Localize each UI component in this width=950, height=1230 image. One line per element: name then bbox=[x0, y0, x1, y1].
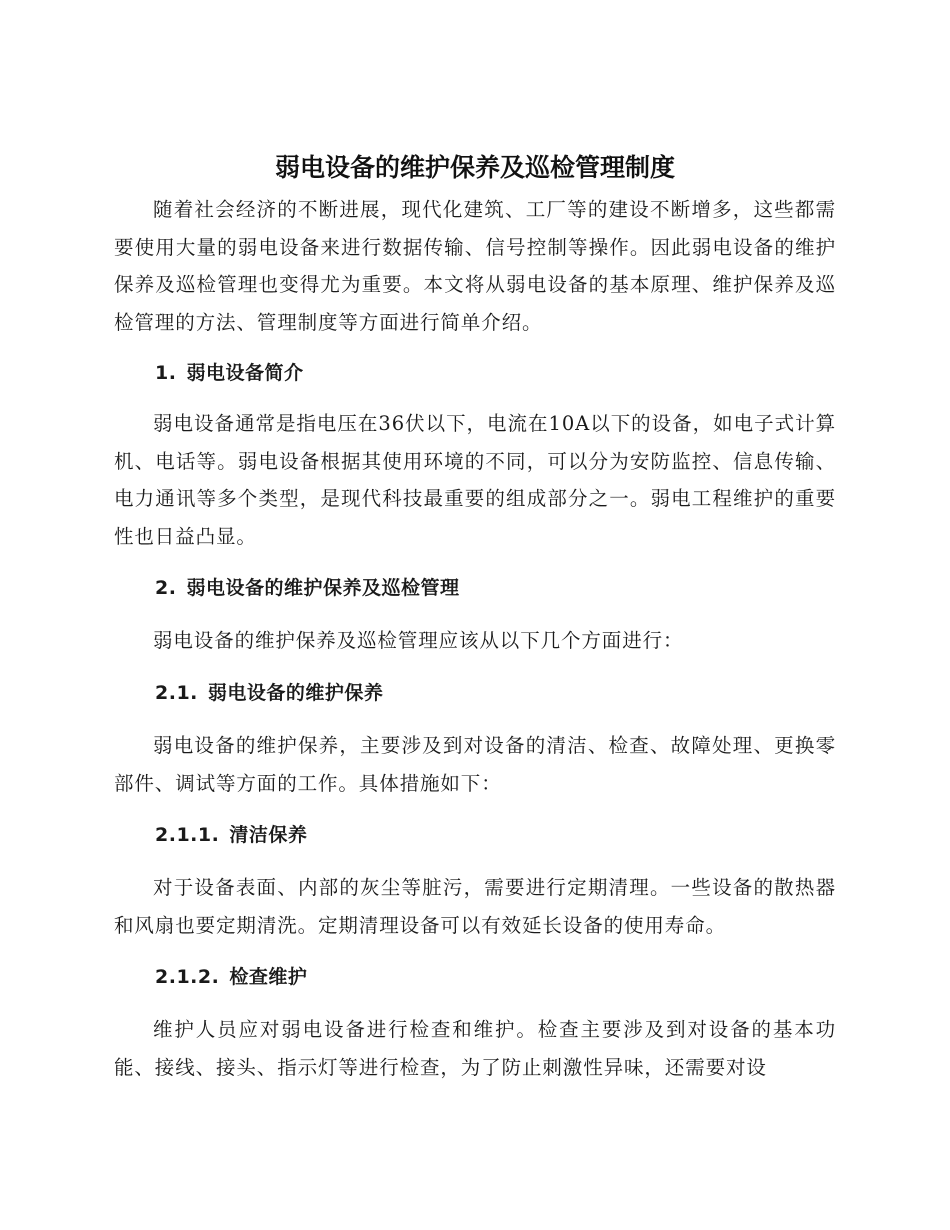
section-title: 清洁保养 bbox=[229, 824, 308, 846]
section-body-2-1-1: 对于设备表面、内部的灰尘等脏污，需要进行定期清理。一些设备的散热器和风扇也要定期清洗。定期清理设备可以有效延长设备的使用寿命。 bbox=[114, 876, 836, 937]
document-title: 弱电设备的维护保养及巡检管理制度 bbox=[274, 153, 675, 182]
section-title: 弱电设备简介 bbox=[186, 362, 304, 384]
section-heading-1 bbox=[155, 358, 303, 388]
section-heading-2-1-1 bbox=[155, 820, 307, 850]
section-number: 2.1.1. bbox=[155, 824, 220, 846]
section-number: 2.1.2. bbox=[155, 966, 220, 988]
section-title: 弱电设备的维护保养及巡检管理 bbox=[186, 577, 460, 599]
section-body-2-1-2: 维护人员应对弱电设备进行检查和维护。检查主要涉及到对设备的基本功能、接线、接头、指示灯等进行检查，为了防止刺激性异味，还需要对设 bbox=[114, 1018, 836, 1079]
section-body-1: 弱电设备通常是指电压在36伏以下，电流在10A以下的设备，如电子式计算机、电话等。弱电设备根据其使用环境的不同，可以分为安防监控、信息传输、电力通讯等多个类型，是现代科技最重要的组成部分之一。弱电工程维护的重要性也日益凸显。 bbox=[114, 412, 836, 548]
section-number: 2. bbox=[155, 577, 177, 599]
section-title: 检查维护 bbox=[229, 966, 308, 988]
intro-paragraph: 随着社会经济的不断进展，现代化建筑、工厂等的建设不断增多，这些都需要使用大量的弱电设备来进行数据传输、信号控制等操作。因此弱电设备的维护保养及巡检管理也变得尤为重要。本文将从弱电设备的基本原理、维护保养及巡检管理的方法、管理制度等方面进行简单介绍。 bbox=[114, 198, 836, 334]
section-number: 2.1. bbox=[155, 682, 198, 704]
section-title: 弱电设备的维护保养 bbox=[207, 682, 384, 704]
section-heading-2-1-2 bbox=[155, 962, 307, 992]
section-number: 1. bbox=[155, 362, 177, 384]
section-body-2: 弱电设备的维护保养及巡检管理应该从以下几个方面进行： bbox=[153, 629, 684, 652]
section-body-2-1: 弱电设备的维护保养，主要涉及到对设备的清洁、检查、故障处理、更换零部件、调试等方面的工作。具体措施如下： bbox=[114, 734, 836, 795]
section-heading-2 bbox=[155, 573, 459, 603]
section-heading-2-1 bbox=[155, 678, 383, 708]
